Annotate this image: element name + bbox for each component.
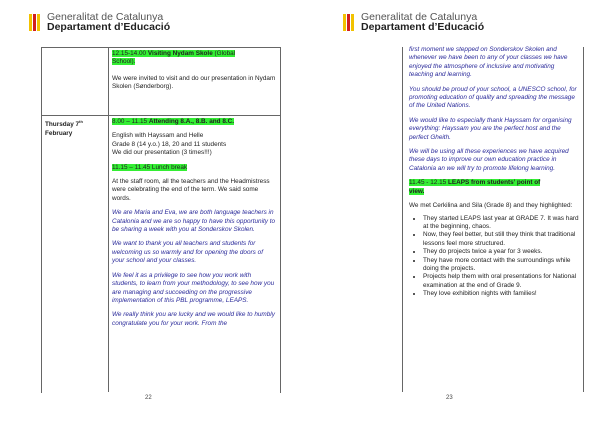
right-p1: first moment we stepped on Sonderskov Skolen and whenever we have been to any of your classes we have enjoyed the atmosphere of inclusive and motivating teaching and learning.	[409, 46, 568, 79]
lunch-heading: 11.15 – 11.45 Lunch break	[112, 163, 188, 171]
row2-p1-l2: Grade 8 (14 y.o.) 18, 20 and 11 students	[112, 140, 227, 148]
logo-line2: Departament d’Educació	[361, 21, 485, 33]
right-content	[409, 46, 579, 299]
table-row-divider	[41, 115, 280, 116]
leaps-heading: 11.45 - 12.15 LEAPS from students’ point of view.	[409, 179, 541, 195]
row2-p1-l3: We did our presentation (3 times!!!)	[112, 149, 212, 157]
generalitat-logo	[343, 12, 484, 32]
row2-p3: We are Maria and Eva, we are both language teachers in Catalonia and we are so happy to have this opportunity to be sharing a week with you at Sonderskov Skolen.	[112, 209, 276, 234]
right-p2: You should be proud of your school, a UNESCO school, for promoting education of quality and spreading the message of the United Nations.	[409, 85, 577, 110]
row2-p1-l1: English with Hayssam and Helle	[112, 132, 204, 140]
logo-line2: Departament d’Educació	[47, 21, 171, 33]
table-right-border-right-page	[583, 47, 584, 392]
row2-heading: 8.00 – 11.15 Attending 8.A., 8.B. and 8.C.	[112, 118, 235, 125]
catalan-flag-icon	[343, 14, 356, 31]
list-item: • They have more contact with the surroundings while doing the projects.	[423, 257, 579, 274]
catalan-flag-icon	[29, 14, 42, 31]
row1-content	[112, 50, 276, 92]
list-item: • Projects help them with oral presentations for National examination at the end of Grade 9.	[423, 273, 579, 290]
right-intro: We met Cerkilina and Sila (Grade 8) and they highlighted:	[409, 202, 573, 210]
table-left-border-right-page	[402, 47, 403, 392]
logo-line1: Generalitat de Catalunya	[47, 11, 164, 23]
row2-p2: At the staff room, all the teachers and the Headmistress were celebrating the end of the term. We said some words.	[112, 178, 270, 202]
row1-text: We were invited to visit and do our presentation in Nydam Skolen (Sønderborg).	[112, 74, 276, 91]
list-item: • They do projects twice a year for 3 weeks.	[423, 248, 579, 256]
right-p4: We will be using all these experiences we have acquired these days to improve our own education practice in Catalonia an we will try to promote lifelong learning.	[409, 148, 569, 172]
highlights-list	[409, 215, 579, 299]
generalitat-logo	[29, 12, 170, 32]
row2-content	[112, 118, 276, 328]
logo-line1: Generalitat de Catalunya	[361, 11, 478, 23]
table-column-divider	[108, 47, 109, 392]
page-number-left: 22	[145, 395, 152, 401]
list-item: • They started LEAPS last year at GRADE 7. It was hard at the beginning, chaos.	[423, 215, 579, 232]
row2-p4: We want to thank you all teachers and students for welcoming us so warmly and for opening the doors of your school and your classes.	[112, 240, 263, 265]
row2-p5: We feel it as a privilege to see how you work with students, to learn from your methodology, to see how you are managing and succeeding on the progressive implementation of this PBL programme, LEAPS.	[112, 271, 275, 304]
row1-heading: 12.15-14.00 Visiting Nydam Skole (Global School).	[112, 50, 236, 66]
right-p3: We would like to especially thank Hayssam for organising everything: Hayssam you are the perfect host and the perfect Gheith.	[409, 116, 572, 141]
row2-p6: We really think you are lucky and we would like to humbly congratulate you for your work. From the	[112, 311, 275, 327]
day-label: Thursday 7th February	[45, 119, 83, 137]
page-number-right: 23	[446, 395, 453, 401]
list-item: • Now, they feel better, but still they think that traditional lessons feel more structured.	[423, 231, 579, 248]
list-item: • They love exhibition nights with families!	[423, 290, 579, 298]
